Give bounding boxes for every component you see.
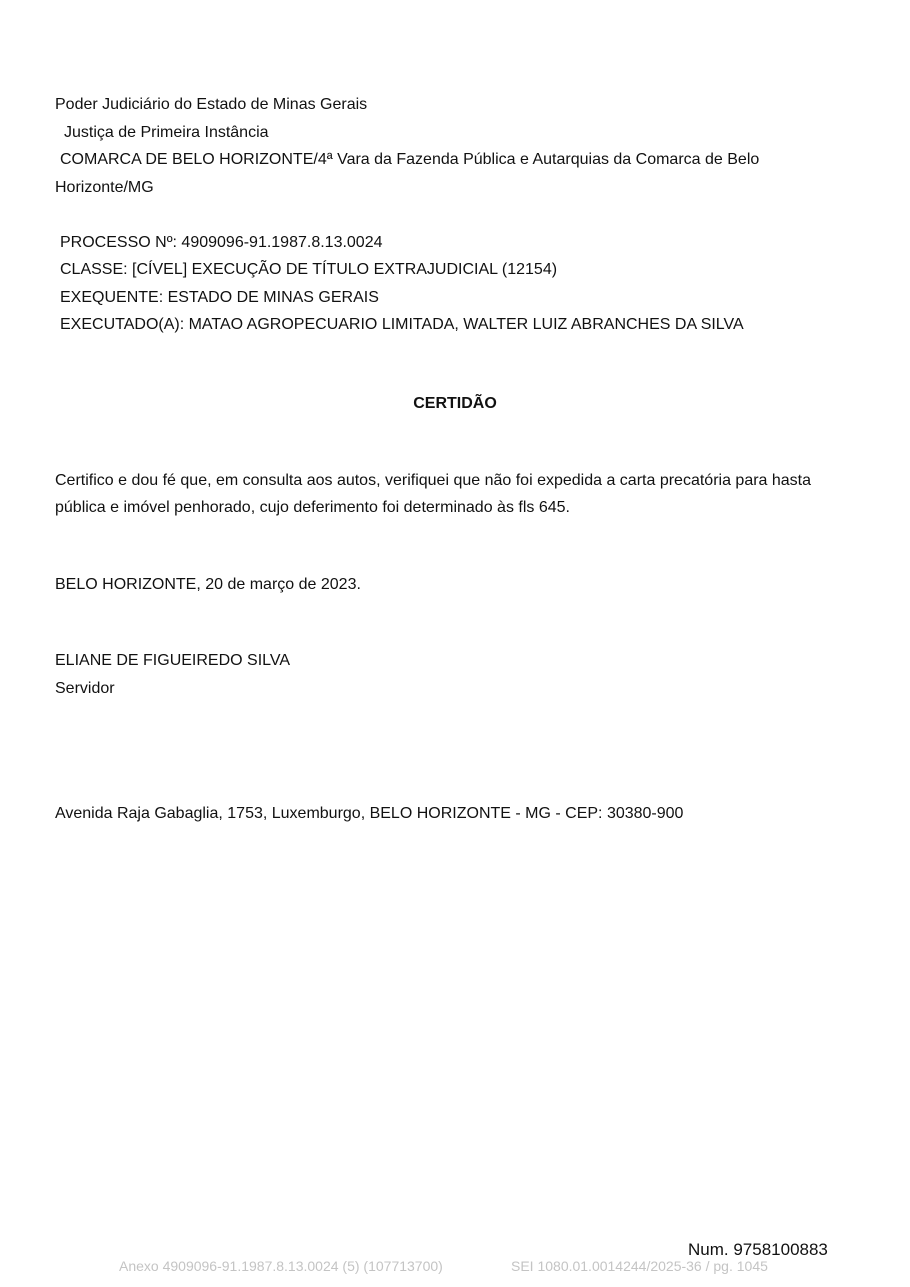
court-instance: Justiça de Primeira Instância	[64, 124, 269, 141]
court-address: Avenida Raja Gabaglia, 1753, Luxemburgo, BELO HORIZONTE - MG - CEP: 30380-900	[55, 805, 684, 822]
body-line-1: Certifico e dou fé que, em consulta aos autos, verifiquei que não foi expedida a carta precatória para hasta	[55, 472, 812, 489]
process-number: PROCESSO Nº: 4909096-91.1987.8.13.0024	[60, 234, 383, 251]
process-plaintiff: EXEQUENTE: ESTADO DE MINAS GERAIS	[60, 289, 379, 306]
date-line: BELO HORIZONTE, 20 de março de 2023.	[55, 576, 361, 593]
footer-annex: Anexo 4909096-91.1987.8.13.0024 (5) (107713700)	[119, 1258, 443, 1274]
court-district-continued: Horizonte/MG	[55, 179, 154, 196]
court-district: COMARCA DE BELO HORIZONTE/4ª Vara da Fazenda Pública e Autarquias da Comarca de Belo	[60, 151, 760, 168]
process-defendant: EXECUTADO(A): MATAO AGROPECUARIO LIMITADA, WALTER LUIZ ABRANCHES DA SILVA	[60, 316, 744, 333]
signer-role: Servidor	[55, 680, 115, 697]
document-title: CERTIDÃO	[413, 395, 497, 412]
body-line-2: pública e imóvel penhorado, cujo deferimento foi determinado às fls 645.	[55, 499, 570, 516]
process-class: CLASSE: [CÍVEL] EXECUÇÃO DE TÍTULO EXTRAJUDICIAL (12154)	[60, 261, 558, 278]
signer-name: ELIANE DE FIGUEIREDO SILVA	[55, 652, 291, 669]
court-name: Poder Judiciário do Estado de Minas Gerais	[55, 96, 368, 113]
document-number: Num. 9758100883	[688, 1240, 828, 1259]
footer-sei-reference: SEI 1080.01.0014244/2025-36 / pg. 1045	[511, 1258, 768, 1274]
